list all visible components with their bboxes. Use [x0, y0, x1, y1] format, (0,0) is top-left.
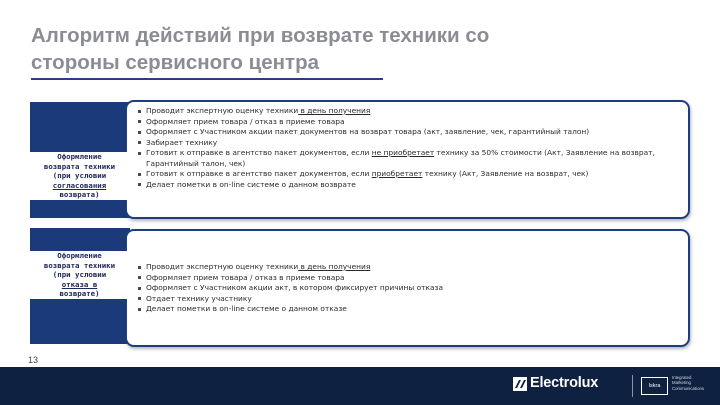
footer-divider	[632, 375, 633, 397]
title-line-2: стороны сервисного центра	[31, 51, 319, 74]
page-number: 13	[28, 355, 39, 365]
title-line-1: Алгоритм действий при возврате техники со	[31, 24, 490, 47]
bullet-item: Готовит к отправке в агентство пакет документов, если не приобретает технику за 50% стоимости (Акт, Заявление на возврат, Гарантийный талон, чек)	[138, 148, 684, 169]
title-underline	[31, 78, 383, 80]
bullet-item: Делает пометки в on-line системе о данном возврате	[138, 180, 684, 191]
block-2-label-line: возврате)	[59, 289, 100, 299]
bullet-item: Делает пометки в on-line системе о данном отказе	[138, 304, 638, 315]
bullet-item: Отдает технику участнику	[138, 294, 638, 305]
electrolux-logo-text: Electrolux	[530, 375, 599, 391]
electrolux-logo-icon	[513, 377, 527, 391]
block-1-label-line: согласования	[52, 180, 107, 190]
block-2-label-line: Оформление	[57, 251, 102, 260]
block-2-label-line: возврата техники	[43, 260, 116, 270]
block-1-bullet-list	[138, 106, 684, 190]
bullet-item: Проводит экспертную оценку техники в день получения	[138, 262, 638, 273]
bullet-item: Оформляет с Участником акции акт, в котором фиксирует причины отказа	[138, 283, 638, 294]
bullet-item: Оформляет прием товара / отказ в приеме товара	[138, 273, 638, 284]
bullet-item: Оформляет прием товара / отказ в приеме товара	[138, 117, 684, 128]
agency-tagline-line: Integrated	[672, 375, 692, 380]
agency-tagline-line: Communications	[672, 385, 705, 391]
agency-badge: Iskra	[641, 377, 668, 395]
block-2-label-line: отказа в	[61, 279, 98, 289]
block-2-label	[30, 251, 129, 299]
agency-tagline	[672, 375, 718, 391]
bullet-item: Забирает технику	[138, 138, 684, 149]
block-1-label-line: Оформление	[57, 152, 102, 161]
agency-tagline-line: Marketing	[672, 380, 691, 386]
block-2-bullet-list	[138, 262, 638, 315]
block-2-label-line: (при условии	[52, 270, 107, 280]
block-1-label-line: возврата)	[59, 190, 100, 200]
block-1-label	[30, 152, 129, 200]
footer-band	[0, 367, 720, 405]
bullet-item: Оформляет с Участником акции пакет документов на возврат товара (акт, заявление, чек, гарантийный талон)	[138, 127, 684, 138]
page-title	[31, 22, 631, 76]
bullet-item: Проводит экспертную оценку техники в день получения	[138, 106, 684, 117]
block-1-label-line: (при условии	[52, 171, 107, 181]
block-1-label-line: возврата техники	[43, 161, 116, 171]
bullet-item: Готовит к отправке в агентство пакет документов, если приобретает технику (Акт, Заявление на возврат, чек)	[138, 169, 684, 180]
